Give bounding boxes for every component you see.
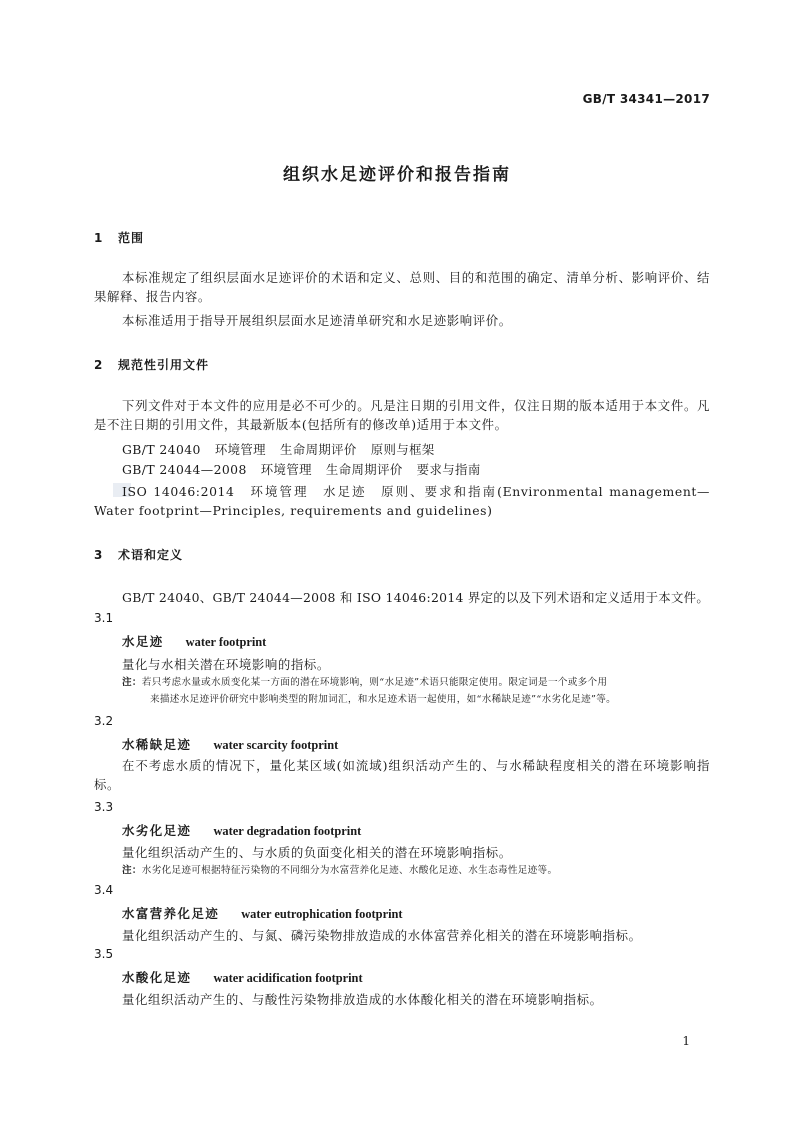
term-chinese: 水富营养化足迹 (122, 906, 220, 921)
reference-part: 生命周期评价 (279, 442, 357, 457)
term-english: water footprint (185, 635, 267, 649)
reference-part: 生命周期评价 (325, 462, 403, 477)
term-note (122, 674, 712, 708)
note-label: 注： (122, 865, 142, 876)
clause-number: 3.5 (94, 947, 114, 961)
section-3-intro: GB/T 24040、GB/T 24044—2008 和 ISO 14046:2014 界定的以及下列术语和定义适用于本文件。 (122, 590, 710, 605)
term-definition: 在不考虑水质的情况下，量化某区域(如流域)组织活动产生的、与水稀缺程度相关的潜在环境影响指标。 (94, 758, 710, 792)
section-2-number: 2 (94, 358, 104, 372)
term-english: water acidification footprint (213, 971, 363, 985)
term-heading (122, 632, 266, 650)
note-text: 水劣化足迹可根据特征污染物的不同细分为水富营养化足迹、水酸化足迹、水生态毒性足迹等。 (141, 865, 558, 876)
term-heading (122, 735, 338, 753)
section-1-heading (94, 229, 144, 246)
section-1-paragraph: 本标准规定了组织层面水足迹评价的术语和定义、总则、目的和范围的确定、清单分析、影响评价、结果解释、报告内容。 (94, 270, 710, 304)
clause-number: 3.2 (94, 714, 114, 728)
term-chinese: 水劣化足迹 (122, 823, 192, 838)
page-number: 1 (682, 1034, 690, 1048)
reference-part: 环境管理 (260, 462, 312, 477)
term-heading (122, 968, 363, 986)
note-label: 注： (122, 677, 142, 688)
term-english: water eutrophication footprint (241, 907, 403, 921)
clause-number: 3.4 (94, 883, 114, 897)
reference-part: 原则与框架 (370, 442, 435, 457)
term-chinese: 水稀缺足迹 (122, 737, 192, 752)
term-definition: 量化与水相关潜在环境影响的指标。 (122, 657, 330, 672)
term-definition: 量化组织活动产生的、与水质的负面变化相关的潜在环境影响指标。 (122, 845, 512, 860)
term-english: water scarcity footprint (213, 738, 339, 752)
term-chinese: 水酸化足迹 (122, 970, 192, 985)
note-text: 来描述水足迹评价研究中影响类型的附加词汇，和水足迹术语一起使用，如“水稀缺足迹”“水劣化足迹”等。 (150, 694, 617, 705)
clause-number: 3.3 (94, 800, 114, 814)
section-3-number: 3 (94, 548, 104, 562)
section-1-paragraph: 本标准适用于指导开展组织层面水足迹清单研究和水足迹影响评价。 (122, 313, 512, 328)
section-3-title: 术语和定义 (118, 548, 184, 562)
reference-part: 要求与指南 (416, 462, 481, 477)
section-2-heading (94, 356, 209, 373)
term-definition: 量化组织活动产生的、与酸性污染物排放造成的水体酸化相关的潜在环境影响指标。 (122, 992, 603, 1007)
term-chinese: 水足迹 (122, 634, 164, 649)
document-title: 组织水足迹评价和报告指南 (283, 165, 511, 185)
section-2-intro: 下列文件对于本文件的应用是必不可少的。凡是注日期的引用文件，仅注日期的版本适用于本文件。凡是不注日期的引用文件，其最新版本(包括所有的修改单)适用于本文件。 (94, 398, 710, 432)
term-definition: 量化组织活动产生的、与氮、磷污染物排放造成的水体富营养化相关的潜在环境影响指标。 (122, 928, 642, 943)
normative-reference-iso: ISO 14046:2014 环境管理 水足迹 原则、要求和指南(Environmental management—Water footprint—Principles, requirements and guidelines) (94, 484, 710, 518)
normative-reference (122, 460, 495, 478)
note-text: 若只考虑水量或水质变化某一方面的潜在环境影响，则“水足迹”术语只能限定使用。限定词是一个或多个用 (141, 677, 608, 688)
section-3-heading (94, 546, 183, 563)
term-note (122, 862, 712, 879)
reference-code: GB/T 24044—2008 (122, 462, 247, 477)
reference-code: GB/T 24040 (122, 442, 201, 457)
section-2-title: 规范性引用文件 (118, 358, 210, 372)
section-1-number: 1 (94, 231, 104, 245)
standard-code: GB/T 34341—2017 (582, 92, 710, 106)
term-heading (122, 904, 403, 922)
term-heading (122, 821, 361, 839)
term-english: water degradation footprint (213, 824, 362, 838)
clause-number: 3.1 (94, 611, 114, 625)
section-1-title: 范围 (118, 231, 145, 245)
normative-reference (122, 440, 449, 458)
reference-part: 环境管理 (214, 442, 266, 457)
